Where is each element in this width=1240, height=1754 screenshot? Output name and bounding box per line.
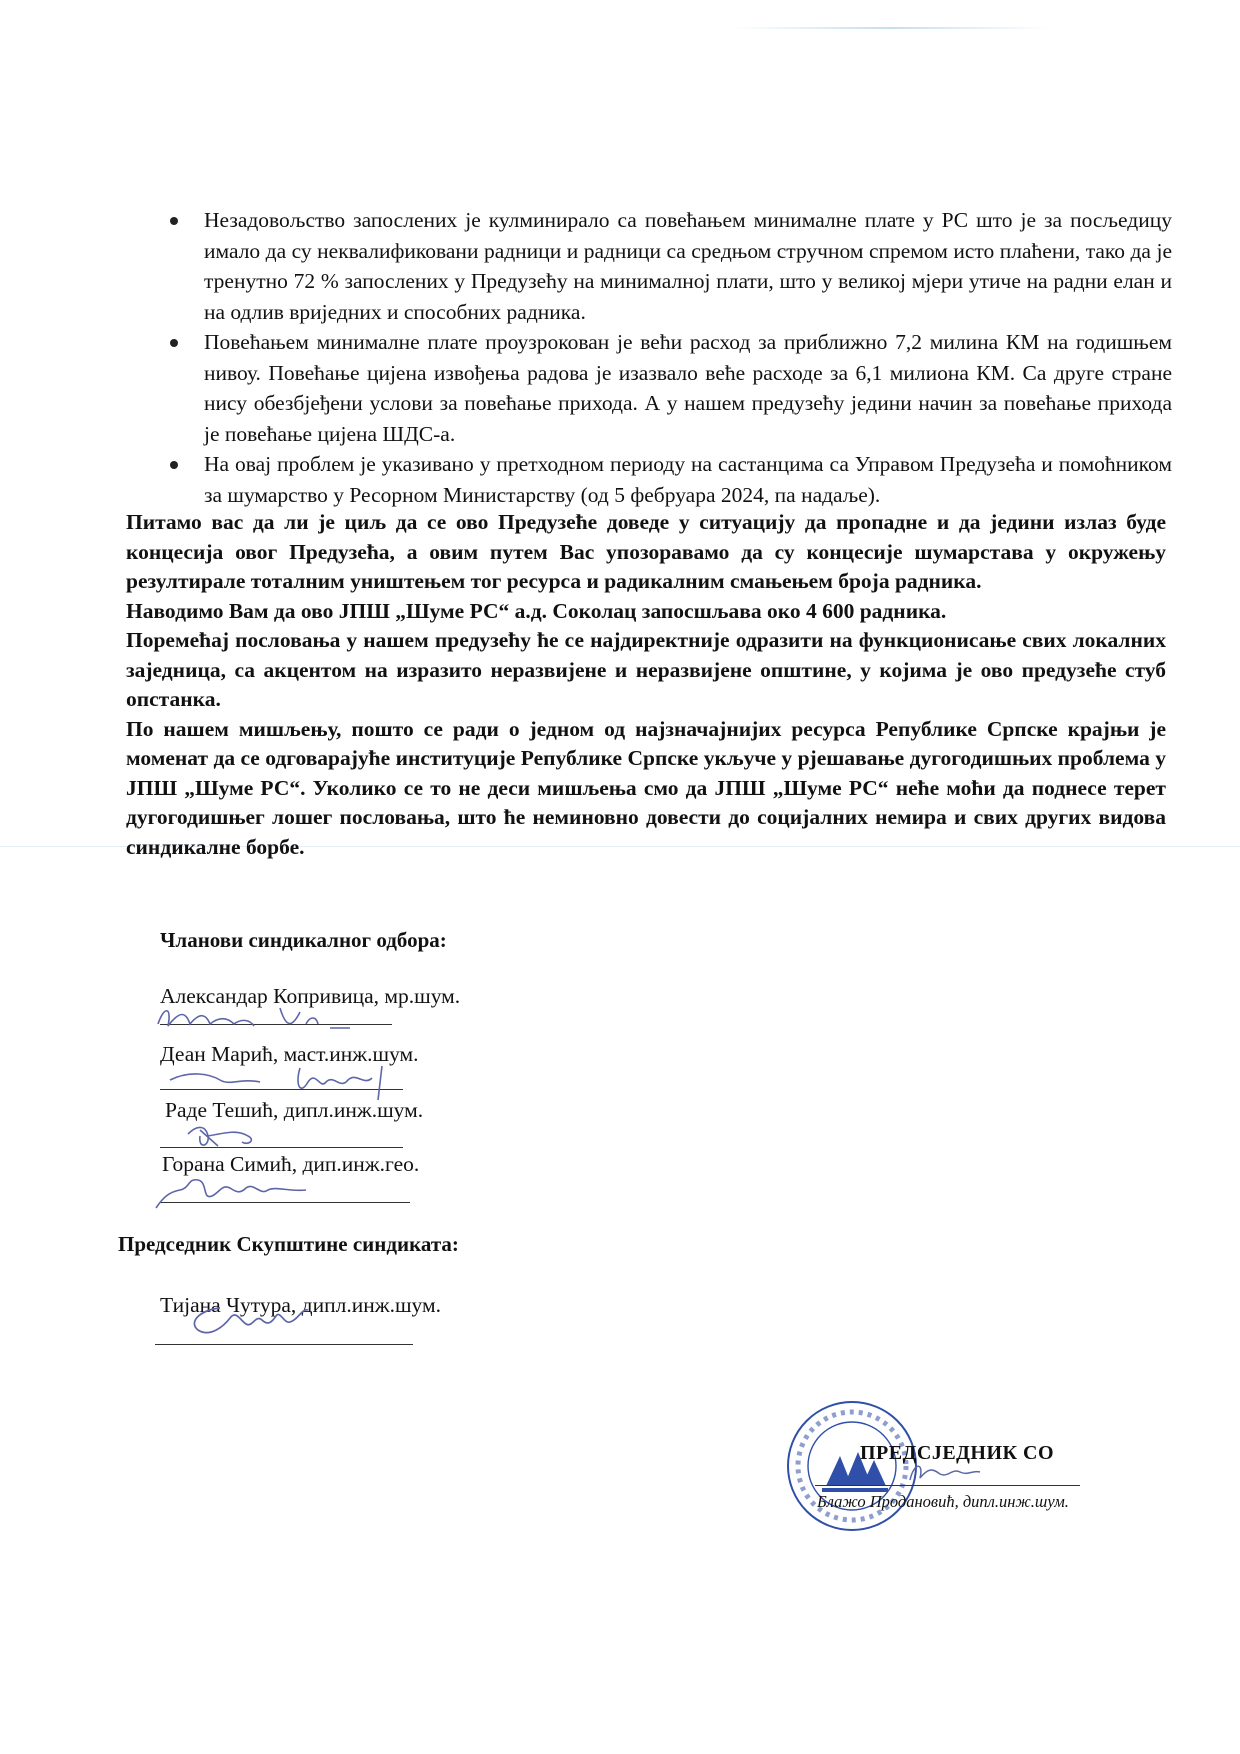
member-name: Деан Марић, маст.инж.шум.: [160, 1042, 419, 1066]
co-president-name: Блажо Продановић, дипл.инж.шум.: [817, 1492, 1069, 1511]
paragraph-employees: Наводимо Вам да ово ЈПШ „Шуме РС“ а.д. Соколац запосшљава око 4 600 радника.: [126, 598, 947, 623]
signature-icon: [178, 1116, 298, 1154]
member-name: Александар Копривица, мр.шум.: [160, 984, 461, 1008]
paragraph-concession: Питамо вас да ли је циљ да се ово Предузеће доведе у ситуацију да пропадне и да једини излаз буде концесија овог Предузећа, а овим путем Вас упозоравамо да су концесије шумарстава у окружењу резултирале тоталним уништењем тог ресурса и радикалним смањењем броја радника.: [126, 510, 1166, 593]
assembly-president-title: Председник Скупштине синдиката:: [118, 1232, 459, 1256]
signature-icon: [180, 1296, 330, 1342]
bullet-text: На овај проблем је указивано у претходном периоду на састанцима са Управом Предузећа и помоћником за шумарство у Ресорном Министарству (од 5 фебруара 2024, па надаље).: [204, 452, 1172, 507]
bullet-text: Повећањем минималне плате проузрокован је већи расход за приближно 7,2 милина КМ на годишњем нивоу. Повећање цијена извођења радова је изазвало веће расходе за 6,1 милиона КМ. Са друге стране нису обезбјеђени услови за повећање прихода. А у нашем предузећу једини начин за повећање прихода је повећање цијена ШДС-а.: [204, 330, 1172, 446]
signature-line: [815, 1485, 1080, 1486]
bullet-item: [160, 205, 1172, 327]
signature-icon: [900, 1456, 1000, 1486]
member-name: Горана Симић, дип.инж.гео.: [162, 1152, 420, 1176]
bullet-list: [160, 205, 1172, 510]
paragraph-disruption: Поремећај пословања у нашем предузећу ће се најдиректније одразити на функционисање свих локалних заједница, са акцентом на изразито неразвијене и неразвијене општине, у којима је ово предузеће стуб опстанка.: [126, 628, 1166, 711]
scan-artifact-line: [730, 27, 1050, 29]
assembly-president-name: Тијана Чутура, дипл.инж.шум.: [160, 1293, 441, 1317]
bullet-icon: [170, 217, 178, 225]
co-president-title: ПРЕДСЈЕДНИК СО: [860, 1442, 1055, 1464]
bullet-text: Незадовољство запослених је кулминирало са повећањем минималне плате у РС што је за посљедицу имало да су неквалификовани радници и радници са средњом стручном спремом исто плаћени, тако да је тренутно 72 % запослених у Предузећу на минималној плати, што у великој мјери утиче на радни елан и на одлив вриједних и способних радника.: [204, 208, 1172, 324]
body-text: [126, 508, 1166, 862]
members-title: Чланови синдикалног одбора:: [160, 928, 447, 952]
signature-icon: [150, 998, 370, 1038]
bullet-icon: [170, 461, 178, 469]
paragraph-opinion: По нашем мишљењу, пошто се ради о једном од најзначајнијих ресурса Републике Српске крајњи је моменат да се одговарајуће институције Републике Српске укључе у рјешавање дугогодишњих проблема у ЈПШ „Шуме РС“. Уколико се то не деси мишљења смо да ЈПШ „Шуме РС“ неће моћи да поднесе терет дугогодишњег лошег пословања, што ће неминовно довести до социјалних немира и свих других видова синдикалне борбе.: [126, 716, 1166, 859]
signature-icon: [150, 1170, 330, 1214]
bullet-item: [160, 327, 1172, 449]
member-name: Раде Тешић, дипл.инж.шум.: [165, 1098, 424, 1122]
bullet-icon: [170, 339, 178, 347]
bullet-item: [160, 449, 1172, 510]
signature-line: [155, 1344, 413, 1345]
